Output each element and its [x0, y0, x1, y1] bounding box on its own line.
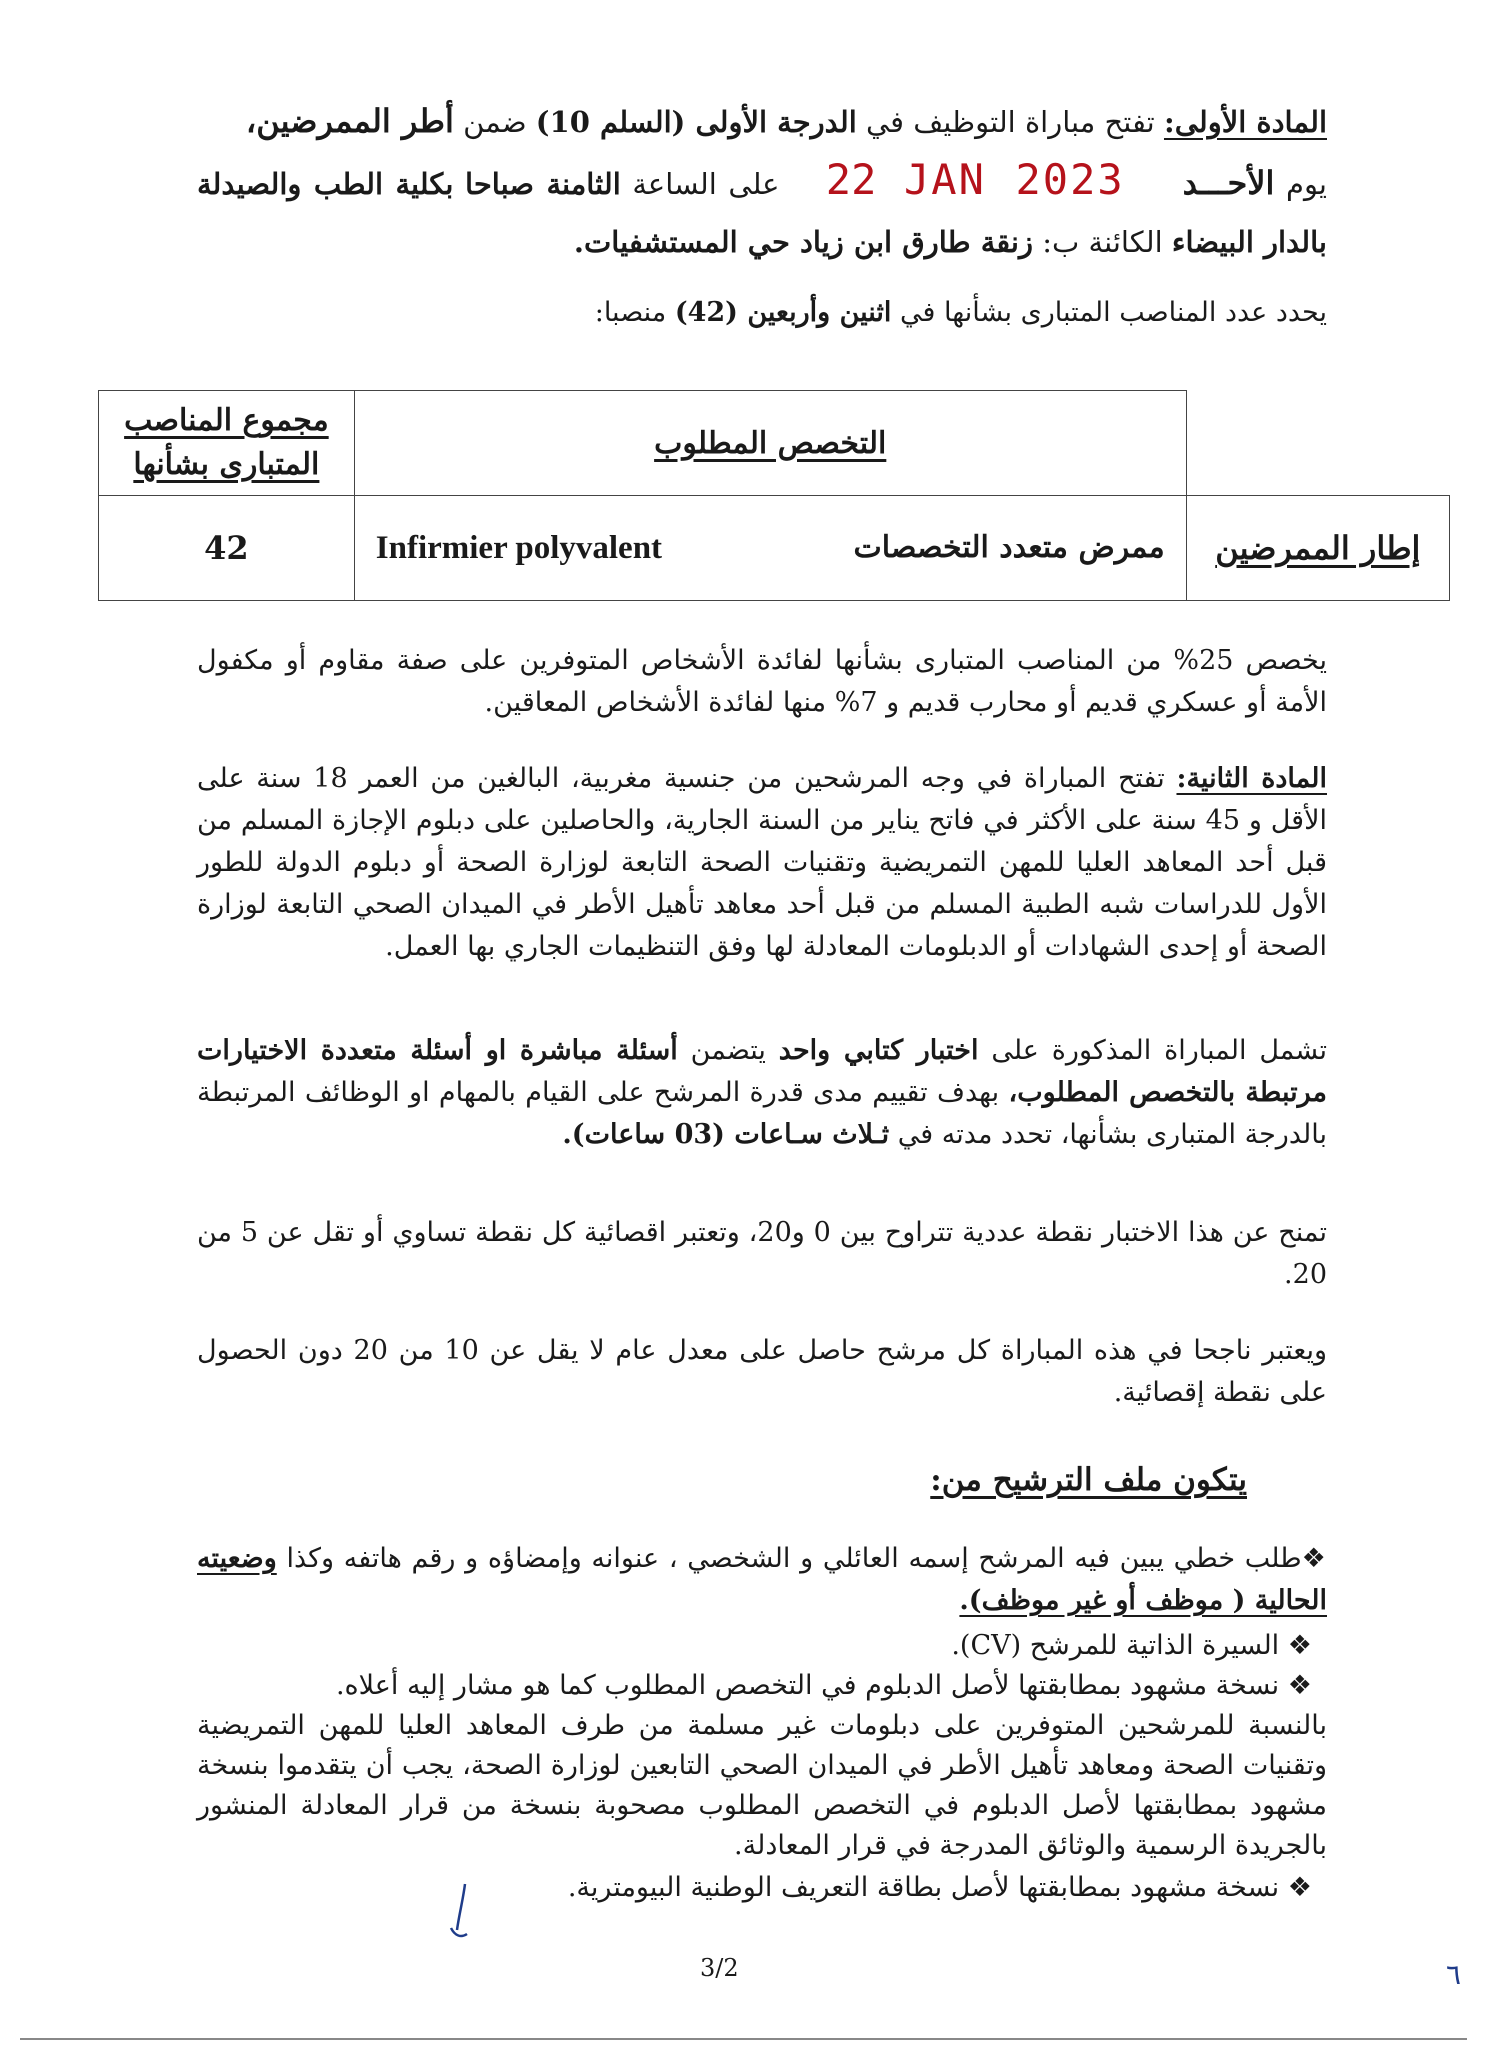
quota-paragraph: يخصص 25% من المناصب المتبارى بشأنها لفائدة الأشخاص المتوفرين على صفة مقاوم أو مكفول الأمة أو عسكري قديم أو محارب قديم و 7% منها لفائدة الأشخاص المعاقين.	[197, 645, 1327, 718]
dossier-item-4: ❖ نسخة مشهود بمطابقتها لأصل بطاقة التعريف الوطنية البيومترية.	[567, 1872, 1312, 1903]
bullet-icon: ❖	[1287, 1630, 1312, 1661]
dossier-item-1: ❖طلب خطي يبين فيه المرشح إسمه العائلي و الشخصي ، عنوانه وإمضاؤه و رقم هاتفه وكذا وضعيته الحالية ( موظف أو غير موظف).	[197, 1543, 1327, 1616]
header-specialty: التخصص المطلوب	[354, 391, 1186, 496]
specialty-ar: ممرض متعدد التخصصات	[853, 529, 1165, 565]
dossier-item-2: ❖ السيرة الذاتية للمرشح (CV).	[951, 1630, 1312, 1661]
bullet-icon: ❖	[1287, 1872, 1312, 1903]
exam-paragraph: تشمل المباراة المذكورة على اختبار كتابي واحد يتضمن أسئلة مباشرة او أسئلة متعددة الاختيارات مرتبطة بالتخصص المطلوب، بهدف تقييم مدى قدرة المرشح على القيام بالمهام او الوظائف المرتبطة بالدرجة المتبارى بشأنها، تحدد مدته في ثـلاث سـاعات (03 ساعات).	[197, 1035, 1328, 1150]
table-row	[99, 496, 1450, 601]
dossier-title: يتكون ملف الترشيح من:	[930, 1462, 1247, 1498]
header-total: مجموع المناصب المتبارى بشأنها	[99, 391, 355, 496]
cadre-cell: إطار الممرضين	[1186, 496, 1449, 601]
posts-table	[98, 390, 1450, 601]
grading-paragraph: تمنح عن هذا الاختبار نقطة عددية تتراوح بين 0 و20، وتعتبر اقصائية كل نقطة تساوي أو تقل عن 5 من 20.	[197, 1217, 1327, 1290]
signature-mark	[445, 1880, 485, 1950]
page-bottom-line	[20, 2038, 1467, 2040]
article-2-label: المادة الثانية:	[1176, 763, 1327, 794]
specialty-fr: Infirmier polyvalent	[375, 529, 663, 566]
total-cell: 42	[99, 496, 355, 601]
article-2: المادة الثانية: تفتح المباراة في وجه المرشحين من جنسية مغربية، البالغين من العمر 18 سنة على الأقل و 45 سنة على الأكثر في فاتح يناير من السنة الجارية، والحاصلين على دبلوم الإجازة المسلم من قبل أحد المعاهد العليا للمهن التمريضية وتقنيات الصحة التابعة لوزارة الصحة أو دبلوم الدولة للطور الأول للدراسات شبه الطبية المسلم من قبل أحد معاهد تأهيل الأطر في الميدان الصحي التابعة لوزارة الصحة أو إحدى الشهادات أو الدبلومات المعادلة لها وفق التنظيمات الجاري بها العمل.	[197, 763, 1327, 962]
margin-mark: ٦	[1446, 1958, 1462, 1991]
bullet-icon: ❖	[1287, 1670, 1312, 1701]
table-empty-cell	[1186, 391, 1449, 496]
date-stamp: 22 JAN 2023	[825, 155, 1125, 204]
dossier-item-3: ❖ نسخة مشهود بمطابقتها لأصل الدبلوم في التخصص المطلوب كما هو مشار إليه أعلاه.	[335, 1670, 1312, 1701]
posts-count: يحدد عدد المناصب المتبارى بشأنها في اثنين وأربعين (42) منصبا:	[594, 297, 1327, 328]
pass-paragraph: ويعتبر ناجحا في هذه المباراة كل مرشح حاصل على معدل عام لا يقل عن 10 من 20 دون الحصول على نقطة إقصائية.	[197, 1335, 1328, 1408]
page-number: 3/2	[700, 1954, 739, 1982]
article-1-label: المادة الأولى:	[1163, 105, 1327, 139]
table-header-row	[99, 391, 1450, 496]
bullet-icon: ❖	[1301, 1543, 1327, 1574]
specialty-cell	[354, 496, 1186, 601]
dossier-note: بالنسبة للمرشحين المتوفرين على دبلومات غير مسلمة من طرف المعاهد العليا للمهن التمريضية وتقنيات الصحة ومعاهد تأهيل الأطر في الميدان الصحي التابعين لوزارة الصحة، يجب أن يتقدموا بنسخة مشهود بمطابقتها لأصل الدبلوم في التخصص المطلوب مصحوبة بنسخة من قرار المعادلة المنشور بالجريدة الرسمية والوثائق المدرجة في قرار المعادلة.	[197, 1710, 1327, 1861]
article-1: المادة الأولى: تفتح مباراة التوظيف في الدرجة الأولى (السلم 10) ضمن أطر الممرضين، يوم الأحـــد 22 JAN 2023 على الساعة الثامنة صباحا بكلية الطب والصيدلة بالدار البيضاء الكائنة ب: زنقة طارق ابن زياد حي المستشفيات.	[197, 102, 1327, 259]
